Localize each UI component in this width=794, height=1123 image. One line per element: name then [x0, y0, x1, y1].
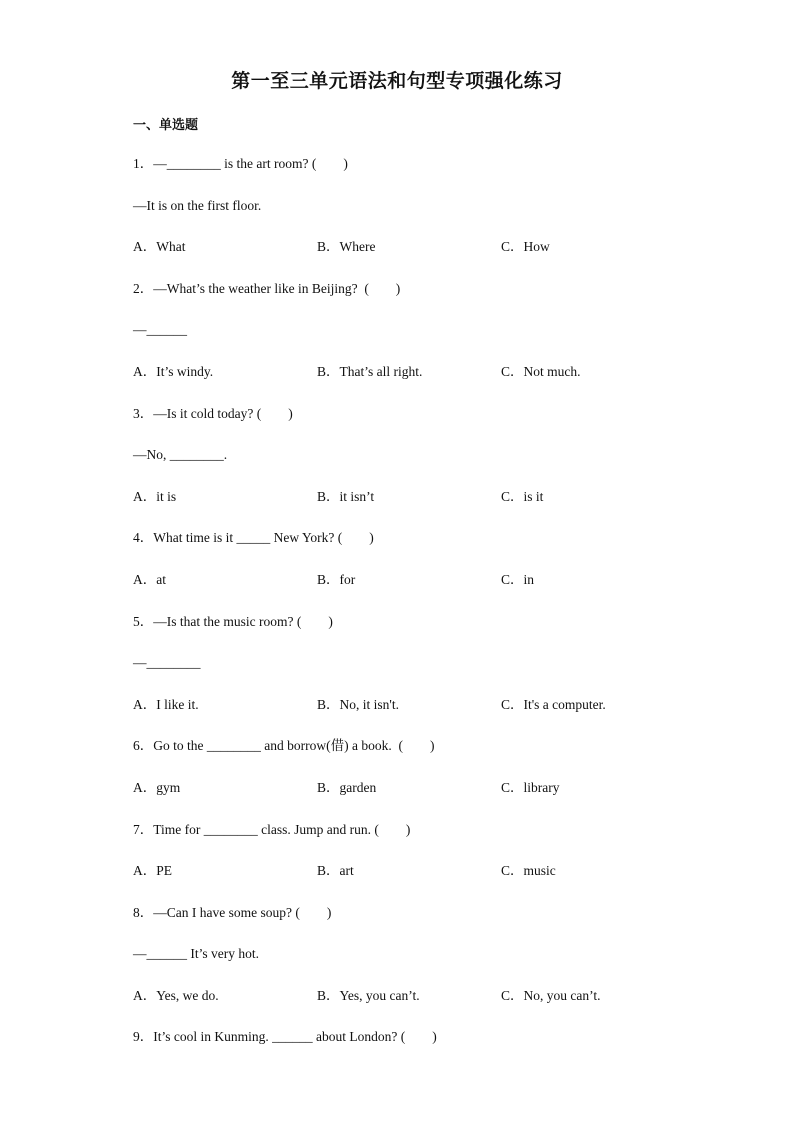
option-a[interactable]: A．PE [133, 863, 173, 879]
option-c[interactable]: C．Not much. [501, 363, 581, 379]
option-a[interactable]: A．it is [133, 488, 177, 504]
option-a[interactable]: A．What [133, 239, 186, 255]
option-b[interactable]: B．Where [317, 239, 376, 255]
option-a[interactable]: A．It’s windy. [133, 363, 214, 379]
question-stem: 1．—________ is the art room? ( ) [133, 156, 348, 171]
option-b[interactable]: B．it isn’t [317, 488, 375, 504]
options-row [133, 862, 693, 904]
option-a[interactable]: A．at [133, 571, 166, 587]
option-c[interactable]: C．music [501, 863, 556, 879]
dialogue-line: —No, ________. [133, 447, 228, 463]
dialogue-line: —______ It’s very hot. [133, 946, 259, 962]
section-heading: 一、单选题 [133, 118, 199, 133]
option-a[interactable]: A．gym [133, 779, 181, 795]
option-b[interactable]: B．for [317, 571, 356, 587]
question-stem: 8．—Can I have some soup? ( ) [133, 904, 332, 920]
option-c[interactable]: C．is it [501, 488, 544, 504]
question-stem: 5．—Is that the music room? ( ) [133, 613, 333, 629]
page-title: 第一至三单元语法和句型专项强化练习 [231, 70, 563, 92]
option-b[interactable]: B．garden [317, 779, 377, 795]
options-row [133, 488, 693, 530]
options-row [133, 238, 693, 280]
option-c[interactable]: C．No, you can’t. [501, 987, 601, 1003]
options-row [133, 987, 693, 1029]
options-row [133, 571, 693, 613]
question-stem: 2．—What’s the weather like in Beijing? ( ) [133, 280, 401, 296]
option-b[interactable]: B．Yes, you can’t. [317, 987, 420, 1003]
question-stem: 4．What time is it _____ New York? ( ) [133, 530, 374, 546]
question-stem: 3．—Is it cold today? ( ) [133, 405, 293, 421]
question-stem: 9．It’s cool in Kunming. ______ about London? ( ) [133, 1029, 437, 1045]
option-b[interactable]: B．That’s all right. [317, 363, 423, 379]
dialogue-line: —________ [133, 655, 201, 671]
question-list [133, 155, 693, 1070]
option-c[interactable]: C．How [501, 239, 550, 255]
options-row [133, 363, 693, 405]
options-row [133, 779, 693, 821]
option-c[interactable]: C．in [501, 571, 535, 587]
option-a[interactable]: A．I like it. [133, 696, 199, 712]
dialogue-line: —______ [133, 322, 187, 338]
option-b[interactable]: B．art [317, 863, 354, 879]
options-row [133, 696, 693, 738]
question-stem: 6．Go to the ________ and borrow(借) a book. ( ) [133, 738, 435, 754]
option-c[interactable]: C．library [501, 779, 560, 795]
option-a[interactable]: A．Yes, we do. [133, 987, 219, 1003]
option-b[interactable]: B．No, it isn't. [317, 696, 399, 712]
dialogue-line: —It is on the first floor. [133, 197, 262, 213]
option-c[interactable]: C．It's a computer. [501, 696, 606, 712]
question-stem: 7．Time for ________ class. Jump and run. ( ) [133, 821, 411, 837]
